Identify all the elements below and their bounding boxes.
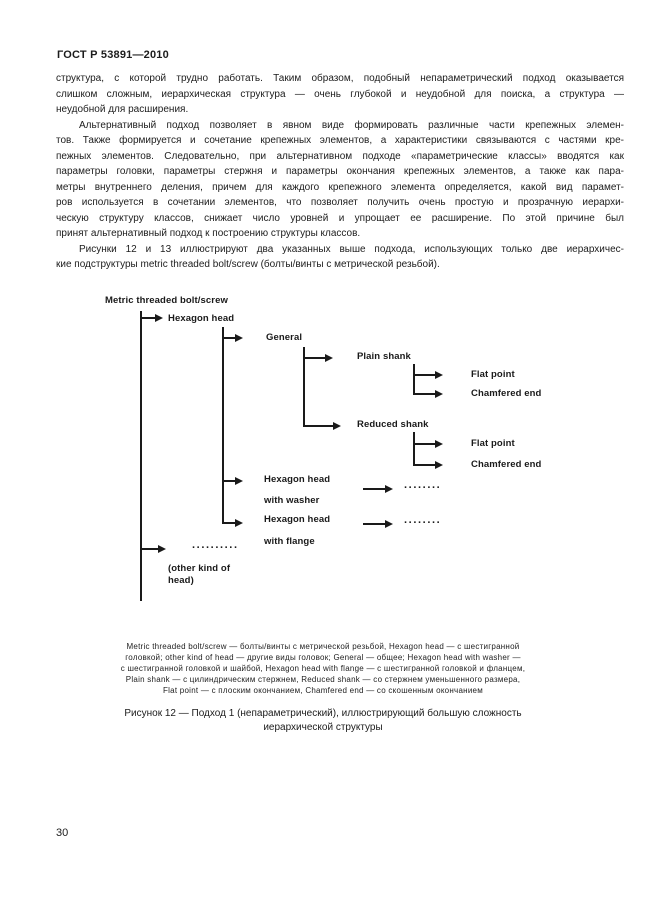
figure-legend-line: головкой; other kind of head — другие виды головок; General — общее; Hexagon head with washer — bbox=[125, 653, 521, 662]
tree-vline-general bbox=[303, 347, 305, 427]
body-line: кие подструктуры metric threaded bolt/screw (болты/винты с метрической резьбой). bbox=[56, 259, 440, 270]
tree-arrow-flat-point-2 bbox=[413, 443, 435, 445]
body-line: Альтернативный подход позволяет в явном виде формировать различные части крепежных элемен- bbox=[79, 119, 624, 131]
body-line: пежных элементов. Следовательно, при альтернативном подходе «параметрические классы» вводятся как bbox=[56, 150, 624, 162]
tree-arrow-chamfered-2 bbox=[413, 464, 435, 466]
tree-node-plain-shank: Plain shank bbox=[357, 351, 411, 362]
body-line: Рисунки 12 и 13 иллюстрируют два указанных выше подхода, использующих только две иерархичес- bbox=[79, 243, 624, 255]
tree-dots-flange: ········ bbox=[404, 517, 442, 529]
tree-arrow-reduced-shank bbox=[303, 425, 333, 427]
tree-node-flat-point-1: Flat point bbox=[471, 369, 515, 380]
figure-caption-line2: иерархической структуры bbox=[263, 721, 383, 733]
body-line: ческую структуру классов, снижает число уровней и упрощает ее расширение. По этой причине был bbox=[56, 212, 624, 224]
tree-dots-washer: ········ bbox=[404, 482, 442, 494]
figure-caption bbox=[53, 707, 593, 734]
body-text bbox=[56, 71, 624, 273]
tree-node-washer-line1: Hexagon head bbox=[264, 474, 331, 485]
tree-node-chamfered-end-1: Chamfered end bbox=[471, 388, 542, 399]
figure-caption-line1: Рисунок 12 — Подход 1 (непараметрический), иллюстрирующий большую сложность bbox=[124, 708, 522, 719]
tree-arrow-chamfered-1 bbox=[413, 393, 435, 395]
tree-node-hexagon-head: Hexagon head bbox=[168, 313, 235, 324]
body-line: слишком сложным, иерархическая структура — очень глубокой и неудобной для поиска, а структура — bbox=[56, 88, 624, 100]
tree-arrow-washer bbox=[222, 480, 235, 482]
tree-vline-hexagon-head bbox=[222, 327, 224, 524]
figure-legend-line: Plain shank — с цилиндрическим стержнем, Reduced shank — со стержнем уменьшенного размера, bbox=[125, 675, 521, 684]
tree-node-reduced-shank: Reduced shank bbox=[357, 419, 429, 430]
page-number: 30 bbox=[56, 827, 69, 839]
body-line: неудобной для расширения. bbox=[56, 104, 189, 115]
tree-node-general: General bbox=[266, 332, 303, 343]
tree-arrow-plain-shank bbox=[303, 357, 325, 359]
tree-arrow-flange-dots bbox=[363, 523, 385, 525]
tree-node-root: Metric threaded bolt/screw bbox=[105, 295, 228, 306]
tree-arrow-washer-dots bbox=[363, 488, 385, 490]
tree-arrow-flat-point-1 bbox=[413, 374, 435, 376]
tree-dots-other: ·········· bbox=[192, 542, 239, 554]
body-line: метры внутреннего деления, причем для каждого крепежного элемента определяется, какой вид парамет- bbox=[56, 181, 624, 193]
tree-node-flange-line1: Hexagon head bbox=[264, 514, 331, 525]
tree-vline-plain-shank bbox=[413, 364, 415, 395]
tree-node-other-kind-line1: (other kind of bbox=[168, 563, 231, 574]
body-line: принят альтернативный подход к построению структуры классов. bbox=[56, 228, 361, 239]
body-line: параметры головки, параметры стержня и параметры окончания крепежных элементов, а также как пара- bbox=[56, 166, 624, 177]
tree-node-other-kind-line2: head) bbox=[168, 575, 194, 586]
tree-vline-reduced-shank bbox=[413, 432, 415, 466]
figure-legend-line: Metric threaded bolt/screw — болты/винты с метрической резьбой, Hexagon head — с шестигранной bbox=[126, 642, 520, 651]
tree-arrow-hexagon-head bbox=[140, 317, 155, 319]
tree-arrow-flange bbox=[222, 522, 235, 524]
gost-header: ГОСТ Р 53891—2010 bbox=[57, 49, 169, 61]
figure-legend-line: с шестигранной головкой и шайбой, Hexagon head with flange — с шестигранной головкой и фланцем, bbox=[120, 664, 526, 673]
tree-node-washer-line2: with washer bbox=[264, 495, 320, 506]
tree-node-flange-line2: with flange bbox=[264, 536, 315, 547]
body-line: структура, с которой трудно работать. Таким образом, подобный непараметрический подход оказывается bbox=[56, 73, 624, 84]
figure-legend-line: Flat point — с плоским окончанием, Chamfered end — со скошенным окончанием bbox=[162, 686, 484, 695]
figure-legend bbox=[53, 641, 593, 696]
body-line: ров используется в сочетании элементов, что позволяет получить очень простую и прозрачную иерархи- bbox=[56, 197, 624, 208]
tree-arrow-general bbox=[222, 337, 235, 339]
body-line: тов. Также формируется и сочетание крепежных элементов, а характеристики связываются с частями кре- bbox=[56, 135, 624, 146]
tree-node-chamfered-end-2: Chamfered end bbox=[471, 459, 542, 470]
tree-vline-root bbox=[140, 311, 142, 601]
tree-node-flat-point-2: Flat point bbox=[471, 438, 515, 449]
tree-arrow-other-kind bbox=[140, 548, 158, 550]
